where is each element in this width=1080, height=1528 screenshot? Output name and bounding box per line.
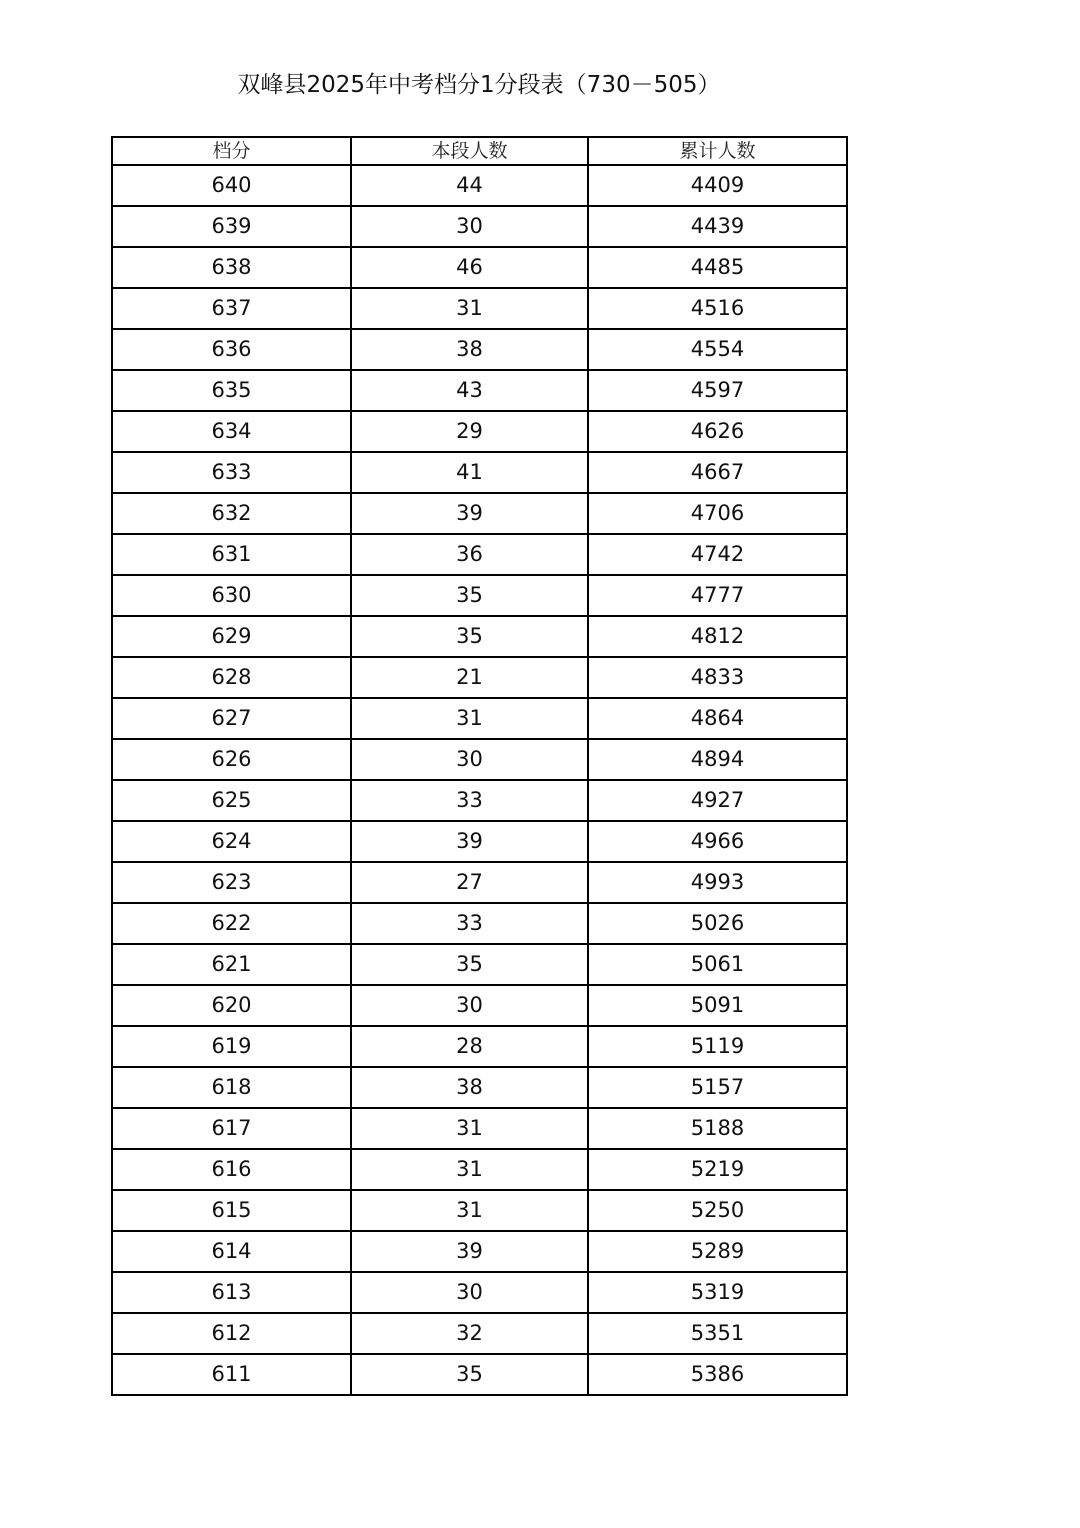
cell-cumulative-count: 4626: [588, 411, 847, 452]
table-header-row: [112, 137, 847, 165]
cell-cumulative-count: 4894: [588, 739, 847, 780]
cell-score: 631: [112, 534, 351, 575]
cell-segment-count: 30: [351, 1272, 588, 1313]
cell-score: 625: [112, 780, 351, 821]
table-row: [112, 780, 847, 821]
page-title: 双峰县2025年中考档分1分段表（730－505）: [237, 72, 721, 98]
cell-segment-count: 39: [351, 493, 588, 534]
cell-segment-count: 43: [351, 370, 588, 411]
cell-score: 635: [112, 370, 351, 411]
cell-score: 637: [112, 288, 351, 329]
cell-cumulative-count: 4667: [588, 452, 847, 493]
cell-score: 613: [112, 1272, 351, 1313]
cell-score: 611: [112, 1354, 351, 1395]
table-row: [112, 1190, 847, 1231]
table-row: [112, 739, 847, 780]
cell-segment-count: 44: [351, 165, 588, 206]
cell-cumulative-count: 5061: [588, 944, 847, 985]
table-row: [112, 1067, 847, 1108]
score-distribution-table: [111, 136, 848, 1396]
cell-cumulative-count: 4812: [588, 616, 847, 657]
cell-cumulative-count: 4777: [588, 575, 847, 616]
cell-cumulative-count: 4927: [588, 780, 847, 821]
cell-score: 633: [112, 452, 351, 493]
table-row: [112, 698, 847, 739]
cell-cumulative-count: 4864: [588, 698, 847, 739]
cell-score: 617: [112, 1108, 351, 1149]
table-row: [112, 1354, 847, 1395]
cell-cumulative-count: 4554: [588, 329, 847, 370]
table-row: [112, 1313, 847, 1354]
cell-cumulative-count: 4742: [588, 534, 847, 575]
cell-segment-count: 32: [351, 1313, 588, 1354]
cell-segment-count: 39: [351, 821, 588, 862]
cell-cumulative-count: 4706: [588, 493, 847, 534]
cell-segment-count: 36: [351, 534, 588, 575]
header-cumulative-count: 累计人数: [588, 137, 847, 165]
table-row: [112, 985, 847, 1026]
cell-segment-count: 30: [351, 206, 588, 247]
table-row: [112, 247, 847, 288]
cell-cumulative-count: 4966: [588, 821, 847, 862]
cell-segment-count: 35: [351, 1354, 588, 1395]
cell-score: 639: [112, 206, 351, 247]
cell-score: 623: [112, 862, 351, 903]
table-row: [112, 370, 847, 411]
cell-segment-count: 31: [351, 698, 588, 739]
cell-score: 626: [112, 739, 351, 780]
cell-score: 624: [112, 821, 351, 862]
cell-segment-count: 46: [351, 247, 588, 288]
cell-score: 614: [112, 1231, 351, 1272]
table-row: [112, 165, 847, 206]
table-row: [112, 206, 847, 247]
table-row: [112, 944, 847, 985]
cell-score: 632: [112, 493, 351, 534]
cell-segment-count: 31: [351, 288, 588, 329]
cell-score: 638: [112, 247, 351, 288]
cell-cumulative-count: 5188: [588, 1108, 847, 1149]
cell-score: 630: [112, 575, 351, 616]
cell-segment-count: 29: [351, 411, 588, 452]
cell-score: 620: [112, 985, 351, 1026]
header-segment-count: 本段人数: [351, 137, 588, 165]
cell-segment-count: 31: [351, 1190, 588, 1231]
cell-segment-count: 33: [351, 780, 588, 821]
cell-score: 612: [112, 1313, 351, 1354]
cell-cumulative-count: 5386: [588, 1354, 847, 1395]
cell-cumulative-count: 5319: [588, 1272, 847, 1313]
table-row: [112, 575, 847, 616]
table-row: [112, 288, 847, 329]
cell-score: 619: [112, 1026, 351, 1067]
cell-cumulative-count: 4485: [588, 247, 847, 288]
cell-cumulative-count: 5289: [588, 1231, 847, 1272]
cell-cumulative-count: 4439: [588, 206, 847, 247]
table-row: [112, 1026, 847, 1067]
table-row: [112, 452, 847, 493]
cell-segment-count: 35: [351, 575, 588, 616]
cell-score: 616: [112, 1149, 351, 1190]
cell-cumulative-count: 4409: [588, 165, 847, 206]
table-row: [112, 329, 847, 370]
cell-score: 621: [112, 944, 351, 985]
cell-score: 627: [112, 698, 351, 739]
cell-cumulative-count: 4516: [588, 288, 847, 329]
table-body: [112, 165, 847, 1395]
cell-segment-count: 38: [351, 329, 588, 370]
cell-cumulative-count: 4597: [588, 370, 847, 411]
cell-cumulative-count: 5157: [588, 1067, 847, 1108]
table-row: [112, 1149, 847, 1190]
table-row: [112, 411, 847, 452]
cell-segment-count: 35: [351, 616, 588, 657]
cell-score: 640: [112, 165, 351, 206]
table-row: [112, 657, 847, 698]
table-row: [112, 862, 847, 903]
cell-segment-count: 41: [351, 452, 588, 493]
cell-segment-count: 28: [351, 1026, 588, 1067]
table-row: [112, 821, 847, 862]
cell-score: 622: [112, 903, 351, 944]
cell-score: 628: [112, 657, 351, 698]
table-row: [112, 1272, 847, 1313]
cell-segment-count: 21: [351, 657, 588, 698]
table-row: [112, 903, 847, 944]
cell-segment-count: 33: [351, 903, 588, 944]
cell-score: 636: [112, 329, 351, 370]
cell-segment-count: 30: [351, 985, 588, 1026]
cell-cumulative-count: 5026: [588, 903, 847, 944]
table-row: [112, 616, 847, 657]
cell-cumulative-count: 5250: [588, 1190, 847, 1231]
cell-cumulative-count: 4833: [588, 657, 847, 698]
cell-cumulative-count: 4993: [588, 862, 847, 903]
table-row: [112, 534, 847, 575]
cell-cumulative-count: 5351: [588, 1313, 847, 1354]
cell-segment-count: 39: [351, 1231, 588, 1272]
cell-segment-count: 38: [351, 1067, 588, 1108]
cell-segment-count: 30: [351, 739, 588, 780]
cell-segment-count: 31: [351, 1108, 588, 1149]
cell-segment-count: 27: [351, 862, 588, 903]
cell-score: 629: [112, 616, 351, 657]
cell-score: 615: [112, 1190, 351, 1231]
cell-cumulative-count: 5219: [588, 1149, 847, 1190]
table-row: [112, 493, 847, 534]
header-score: 档分: [112, 137, 351, 165]
cell-score: 618: [112, 1067, 351, 1108]
table-row: [112, 1108, 847, 1149]
cell-score: 634: [112, 411, 351, 452]
cell-segment-count: 35: [351, 944, 588, 985]
table-row: [112, 1231, 847, 1272]
cell-segment-count: 31: [351, 1149, 588, 1190]
cell-cumulative-count: 5091: [588, 985, 847, 1026]
cell-cumulative-count: 5119: [588, 1026, 847, 1067]
